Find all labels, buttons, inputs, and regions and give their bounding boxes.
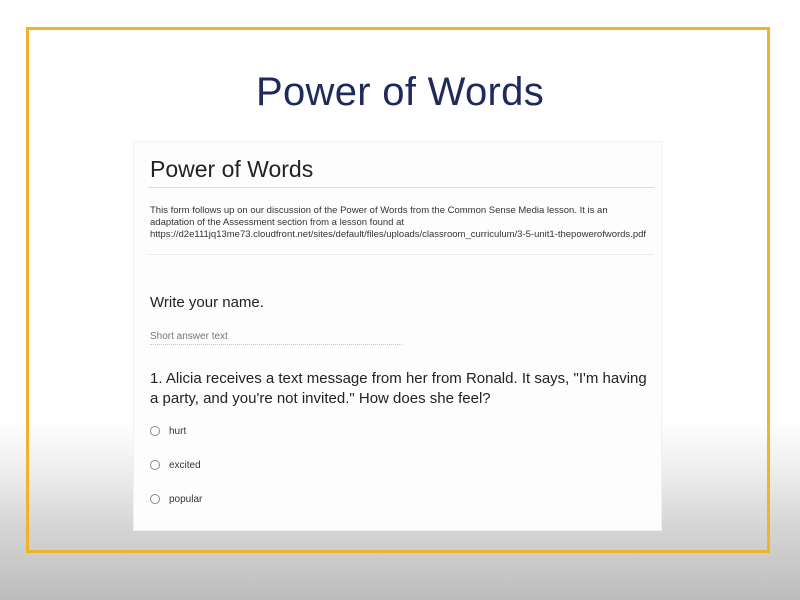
question-1-label: 1. Alicia receives a text message from her from Ronald. It says, "I'm having a party, and you're not invited." How does she feel?: [150, 370, 647, 407]
option-hurt[interactable]: [150, 423, 186, 439]
option-label: excited: [169, 459, 201, 471]
radio-icon[interactable]: [150, 494, 160, 504]
question-name-label: Write your name.: [150, 294, 264, 311]
form-description: This form follows up on our discussion of the Power of Words from the Common Sense Media lesson. It is an adaptation of the Assessment section from a lesson found at https://d2e111jq13me73.cloudfront.net/sites/default/files/uploads/classroom_curriculum/3-5-unit1-thepowerofwords.pdf: [150, 205, 647, 240]
title-divider: [148, 187, 654, 188]
option-excited[interactable]: [150, 457, 201, 473]
description-divider: [148, 254, 654, 255]
option-popular[interactable]: [150, 491, 202, 507]
option-label: popular: [169, 493, 203, 505]
form-screenshot: [134, 142, 661, 530]
name-answer-input[interactable]: [150, 328, 402, 345]
radio-icon[interactable]: [150, 460, 160, 470]
form-title: Power of Words: [150, 156, 314, 182]
option-label: hurt: [169, 425, 187, 437]
radio-icon[interactable]: [150, 426, 160, 436]
slide-title: Power of Words: [255, 70, 544, 114]
